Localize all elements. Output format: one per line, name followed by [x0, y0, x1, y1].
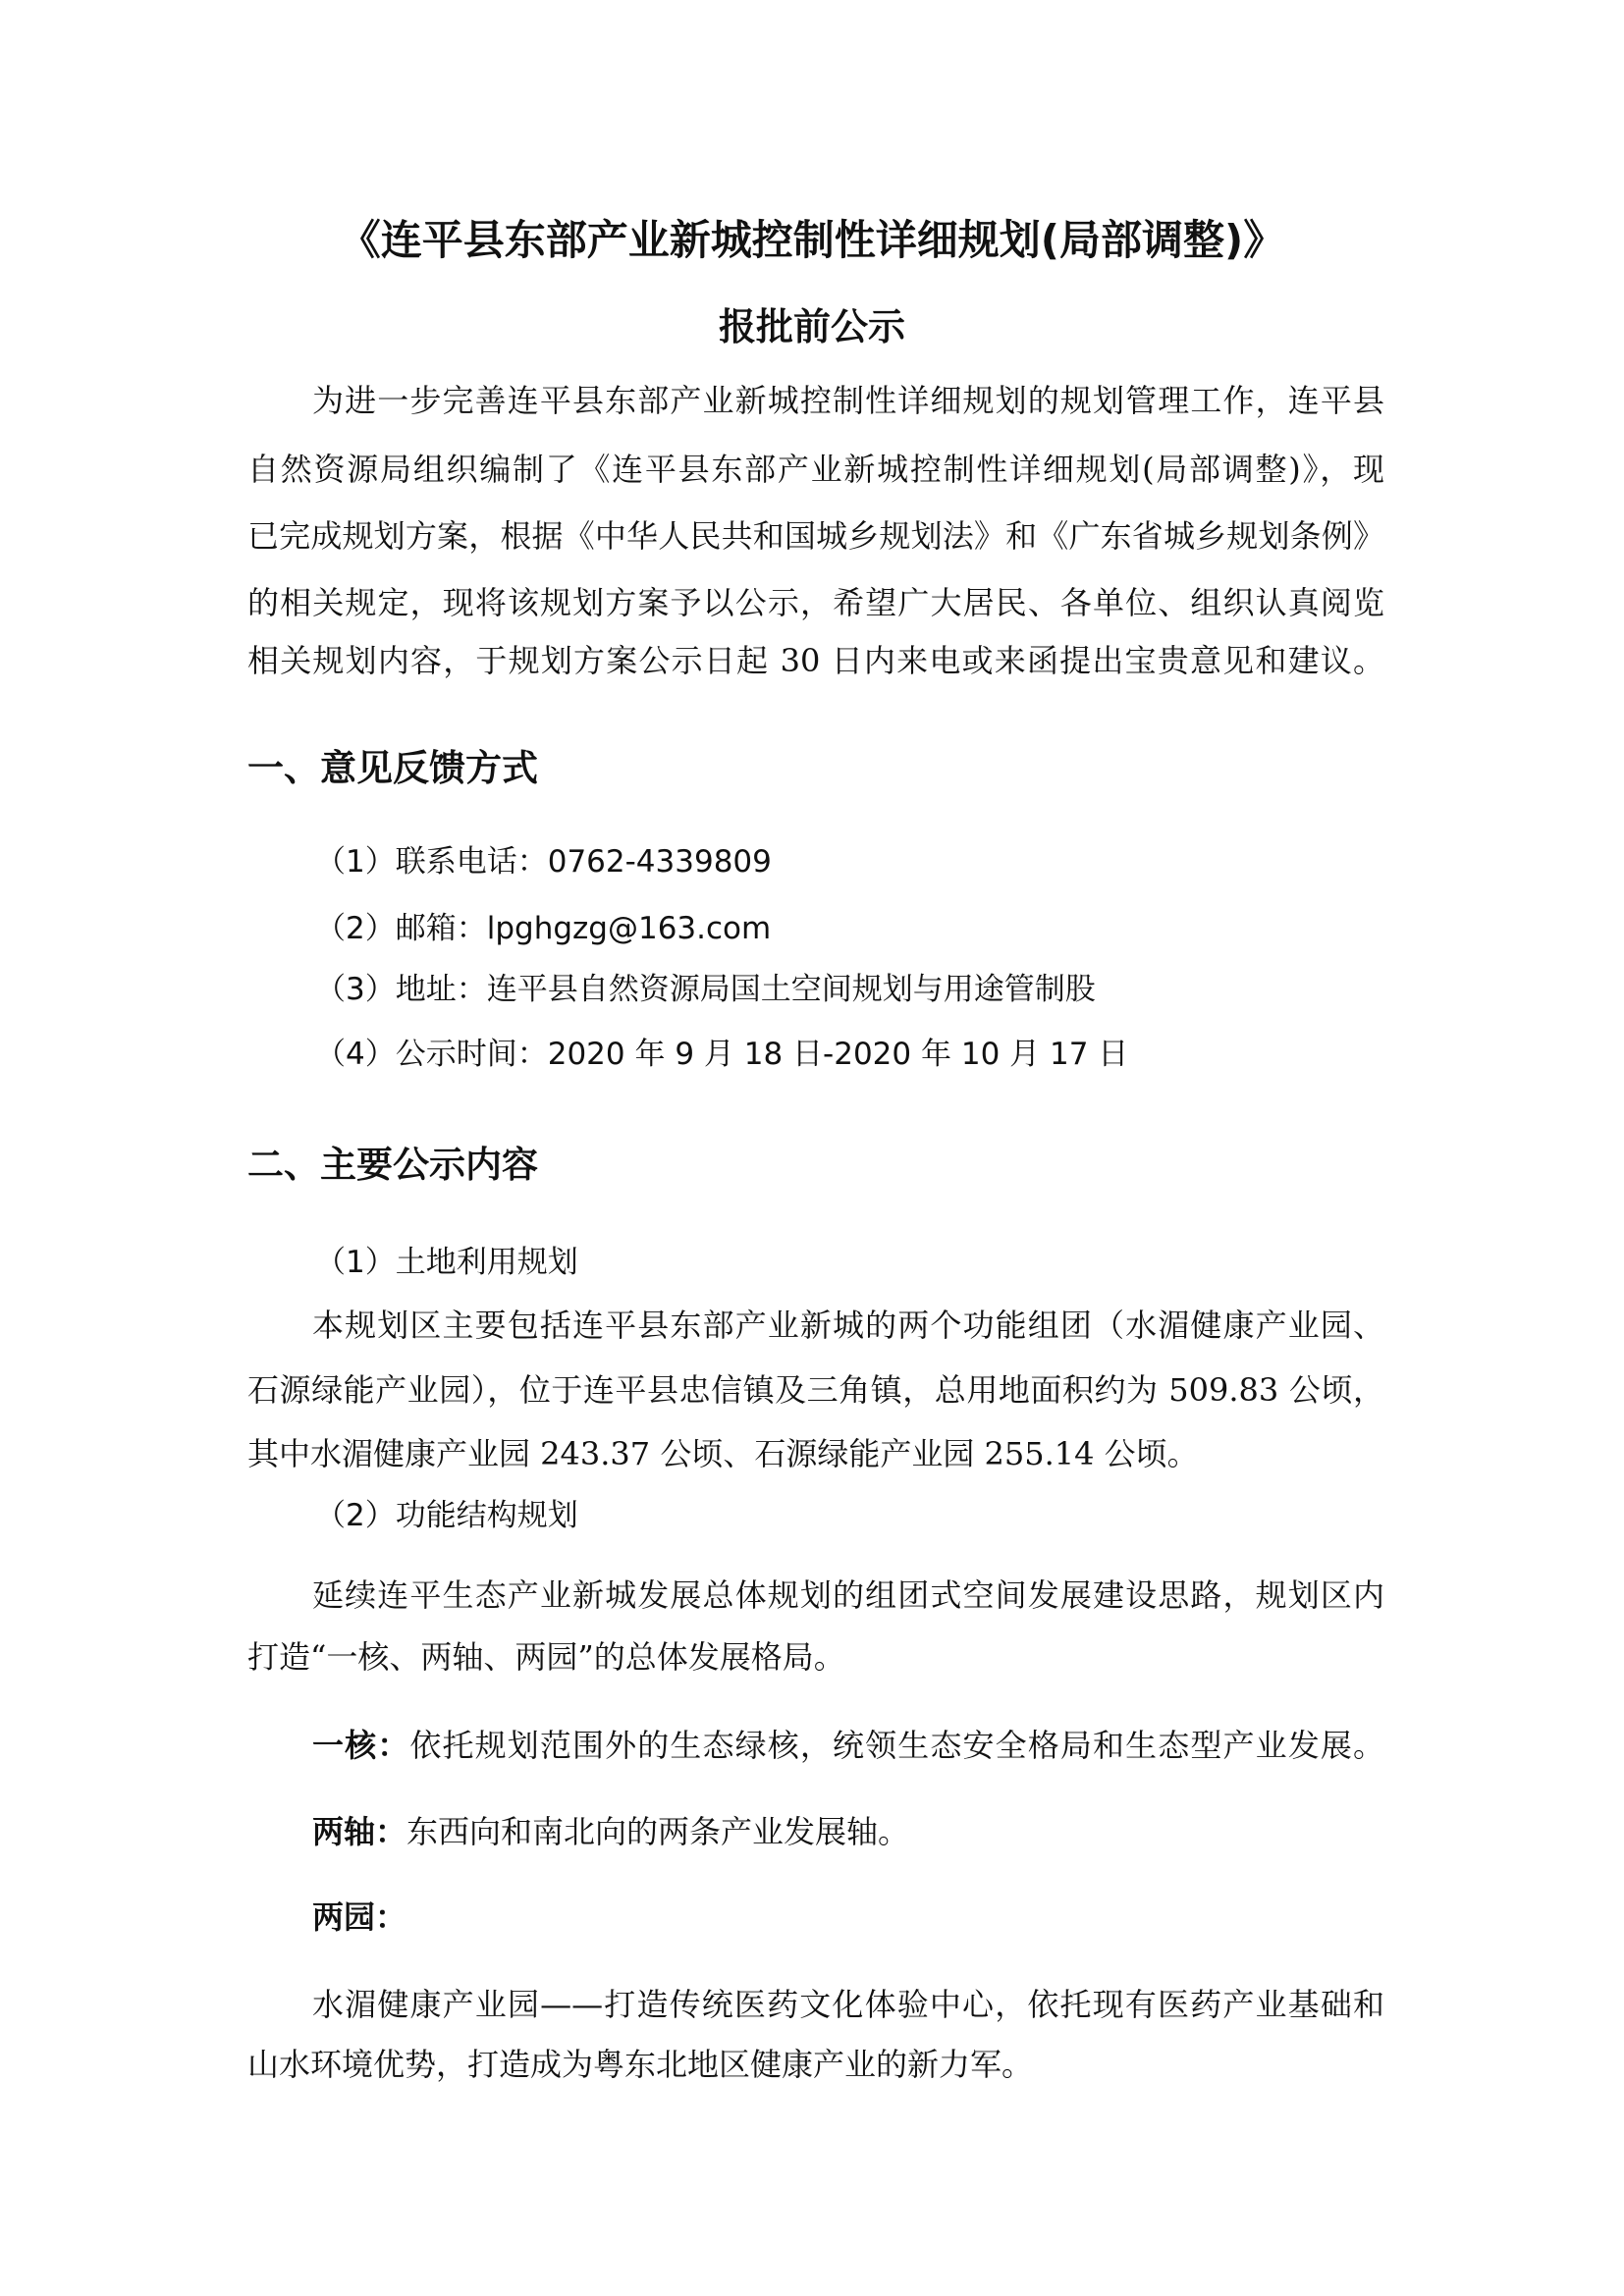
- parks-line: [312, 1897, 406, 1937]
- intro-line: 为进一步完善连平县东部产业新城控制性详细规划的规划管理工作，连平县: [312, 382, 1384, 419]
- structure-line: 打造“一核、两轴、两园”的总体发展格局。: [247, 1638, 845, 1676]
- document-subtitle: 报批前公示: [718, 305, 905, 348]
- core-text: 依托规划范围外的生态绿核，统领生态安全格局和生态型产业发展。: [409, 1727, 1384, 1764]
- core-line: [312, 1726, 1384, 1765]
- subsection-label-land-use: （1）土地利用规划: [315, 1245, 578, 1280]
- feedback-item-period: （4）公示时间：2020 年 9 月 18 日-2020 年 10 月 17 日: [315, 1037, 1129, 1072]
- intro-line: 相关规划内容，于规划方案公示日起 30 日内来电或来函提出宝贵意见和建议。: [247, 642, 1384, 679]
- subsection-label-structure: （2）功能结构规划: [315, 1498, 578, 1533]
- axes-term: 两轴：: [312, 1813, 407, 1850]
- parks-text-line: 山水环境优势，打造成为粤东北地区健康产业的新力军。: [247, 2046, 1034, 2083]
- feedback-item-email: （2）邮箱：lpghgzg@163.com: [315, 911, 772, 946]
- parks-term: 两园：: [312, 1898, 407, 1936]
- section-heading-content: 二、主要公示内容: [247, 1144, 538, 1186]
- feedback-item-address: （3）地址：连平县自然资源局国土空间规划与用途管制股: [315, 972, 1096, 1007]
- parks-text-line: 水湄健康产业园——打造传统医药文化体验中心，依托现有医药产业基础和: [312, 1986, 1384, 2023]
- axes-line: [312, 1812, 909, 1851]
- section-heading-feedback: 一、意见反馈方式: [247, 747, 538, 789]
- document-title: 《连平县东部产业新城控制性详细规划(局部调整)》: [339, 216, 1285, 264]
- feedback-item-phone: （1）联系电话：0762-4339809: [315, 844, 772, 880]
- intro-line: 的相关规定，现将该规划方案予以公示，希望广大居民、各单位、组织认真阅览: [247, 584, 1384, 621]
- land-use-line: 本规划区主要包括连平县东部产业新城的两个功能组团（水湄健康产业园、: [312, 1307, 1384, 1344]
- core-term: 一核：: [312, 1727, 410, 1764]
- structure-line: 延续连平生态产业新城发展总体规划的组团式空间发展建设思路，规划区内: [312, 1576, 1384, 1614]
- axes-text: 东西向和南北向的两条产业发展轴。: [406, 1813, 910, 1850]
- intro-line: 自然资源局组织编制了《连平县东部产业新城控制性详细规划(局部调整)》，现: [247, 451, 1384, 488]
- land-use-line: 其中水湄健康产业园 243.37 公顷、石源绿能产业园 255.14 公顷。: [247, 1435, 1199, 1472]
- intro-line: 已完成规划方案，根据《中华人民共和国城乡规划法》和《广东省城乡规划条例》: [247, 517, 1384, 555]
- land-use-line: 石源绿能产业园），位于连平县忠信镇及三角镇，总用地面积约为 509.83 公顷，: [247, 1371, 1384, 1409]
